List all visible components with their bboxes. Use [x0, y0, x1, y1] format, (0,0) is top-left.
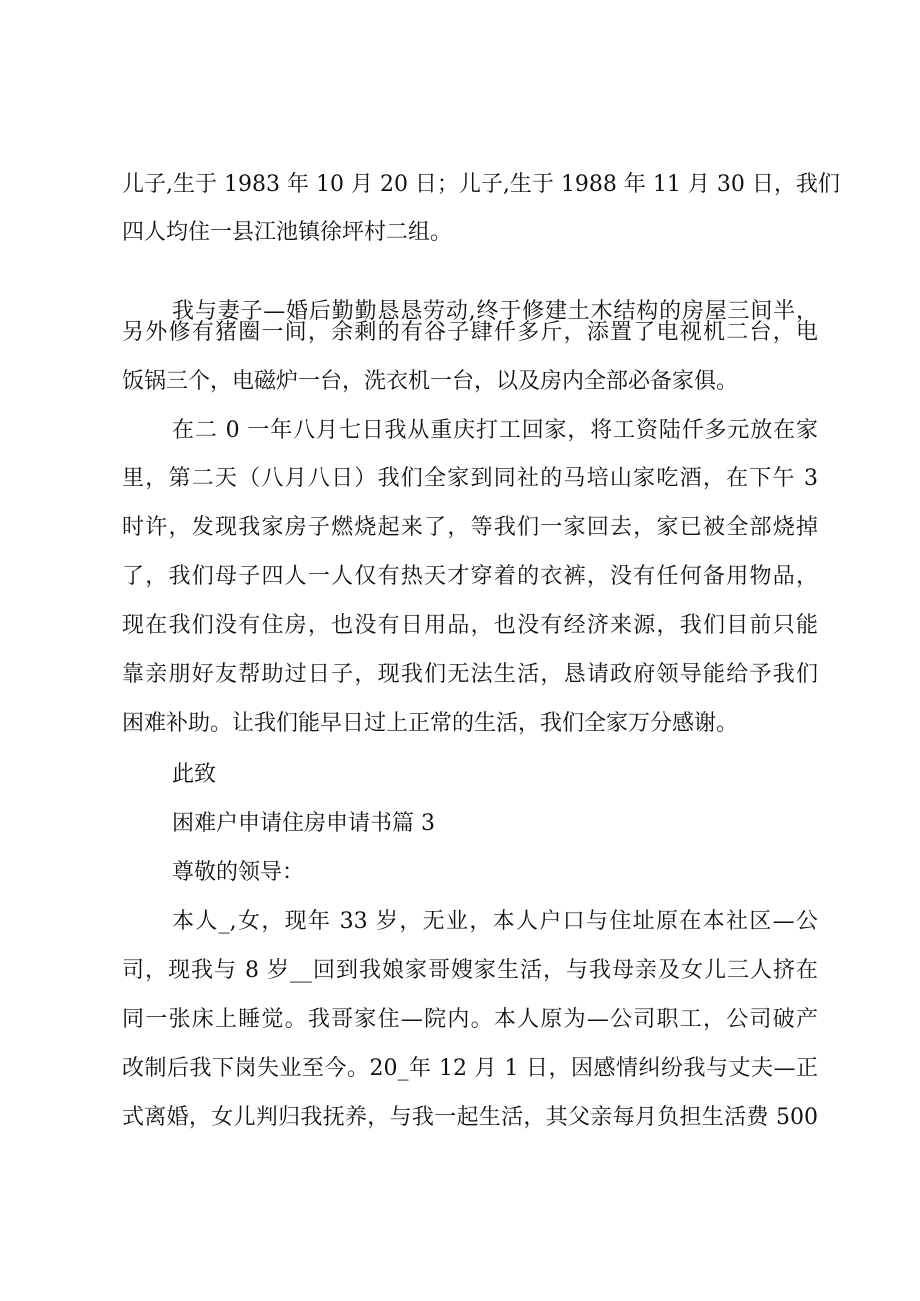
text-line: 改制后我下岗失业至今。20_年 12 月 1 日，因感情纠纷我与丈夫—正 — [122, 1056, 818, 1081]
text-line: 时许，发现我家房子燃烧起来了，等我们一家回去，家已被全部烧掉 — [122, 515, 818, 540]
text-line: 司，现我与 8 岁__回到我娘家哥嫂家生活，与我母亲及女儿三人挤在 — [122, 958, 818, 983]
text-line: 靠亲朋好友帮助过日子，现我们无法生活，恳请政府领导能给予我们 — [122, 662, 818, 687]
text-line: 儿子,生于 1983 年 10 月 20 日；儿子,生于 1988 年 11 月 30 日，我们 — [122, 172, 840, 197]
paragraph-first-line: 在二 0 一年八月七日我从重庆打工回家，将工资陆仟多元放在家 — [172, 418, 818, 443]
text-line: 了，我们母子四人一人仅有热天才穿着的衣裤，没有任何备用物品， — [122, 564, 818, 589]
text-line: 现在我们没有住房，也没有日用品，也没有经济来源，我们目前只能 — [122, 613, 818, 638]
text-line: 式离婚，女儿判归我抚养，与我一起生活，其父亲每月负担生活费 500 — [122, 1105, 818, 1130]
closing-salutation: 此致 — [172, 762, 217, 787]
text-line: 饭锅三个，电磁炉一台，洗衣机一台，以及房内全部必备家俱。 — [122, 369, 739, 394]
text-line: 同一张床上睡觉。我哥家住—院内。本人原为—公司职工，公司破产 — [122, 1007, 818, 1032]
text-line: 困难补助。让我们能早日过上正常的生活，我们全家万分感谢。 — [122, 711, 739, 736]
text-line: 四人均住一县江池镇徐坪村二组。 — [122, 220, 453, 245]
text-line: 里，第二天（八月八日）我们全家到同社的马培山家吃酒，在下午 3 — [122, 466, 818, 491]
text-line: 另外修有猪圈一间，余剩的有谷子肆仟多斤，添置了电视机二台，电 — [122, 320, 818, 345]
paragraph-first-line: 我与妻子—婚后勤勤恳恳劳动,终于修建土木结构的房屋三间半， — [172, 299, 818, 324]
section-title: 困难户申请住房申请书篇 3 — [172, 811, 435, 836]
greeting: 尊敬的领导： — [172, 860, 305, 885]
paragraph-first-line: 本人_,女，现年 33 岁，无业，本人户口与住址原在本社区—公 — [172, 909, 818, 934]
